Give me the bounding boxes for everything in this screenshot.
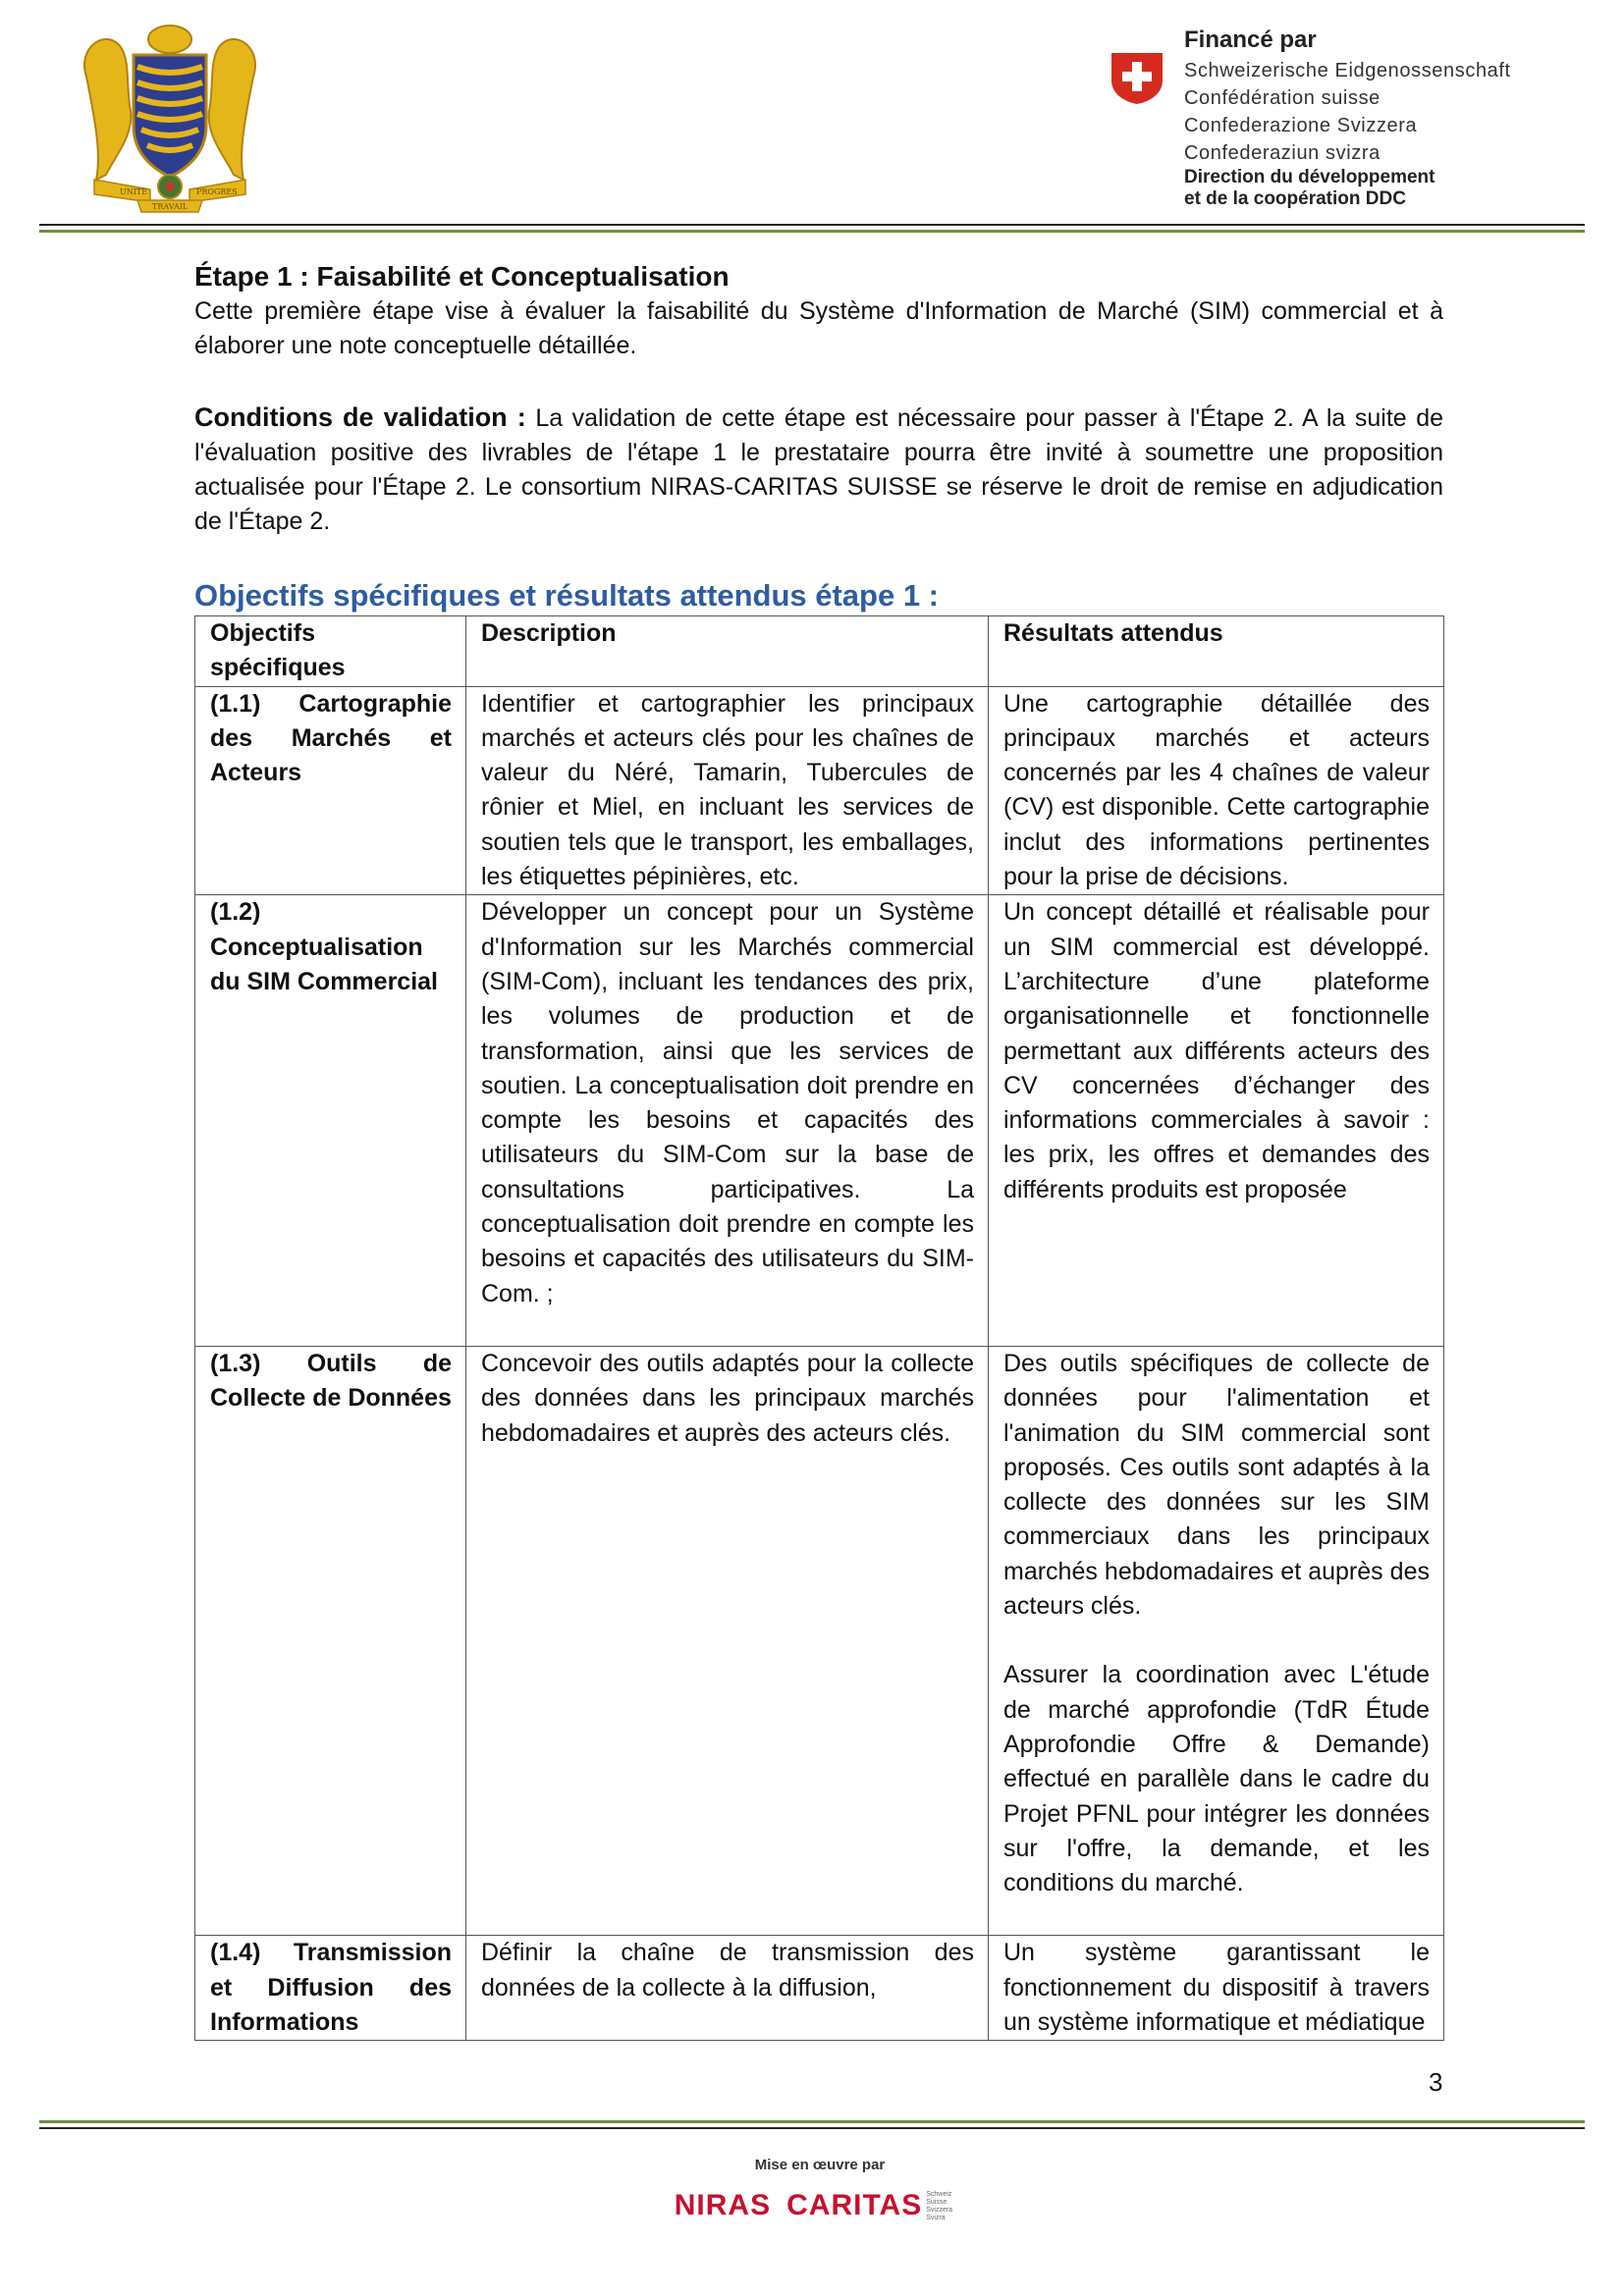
ribbon-text-left: UNITE: [120, 187, 148, 196]
row-results: Une cartographie détaillée des principaux marchés et acteurs concernés par les 4 chaînes de valeur (CV) est disponible. Cette cartographie inclut des informations pertinentes pour la prise de décisions.: [989, 686, 1444, 895]
implementer-logos: [668, 2156, 972, 2244]
row-results: [989, 1346, 1444, 1935]
table-row: [195, 895, 1444, 1347]
caritas-sub-2: Suisse: [926, 2199, 947, 2207]
page-content: [194, 259, 1443, 2041]
row-objective: (1.2) Conceptualisation du SIM Commercial: [195, 895, 466, 1347]
niras-logo: NIRAS: [674, 2189, 772, 2221]
funder-line-4: Confederaziun svizra: [1184, 142, 1380, 164]
header-results: Résultats attendus: [989, 616, 1444, 687]
coat-of-arms-logo: [77, 18, 263, 214]
finance-par-label: Financé par: [1184, 27, 1317, 53]
caritas-sub-4: Svizra: [926, 2215, 946, 2222]
row-description: Concevoir des outils adaptés pour la collecte des données dans les principaux marchés hebdomadaires et auprès des acteurs clés.: [466, 1346, 989, 1935]
row-description: Définir la chaîne de transmission des données de la collecte à la diffusion,: [466, 1936, 989, 2041]
funder-line-3: Confederazione Svizzera: [1184, 115, 1418, 136]
coat-of-arms-icon: [77, 18, 263, 214]
row-objective: (1.1) Cartographie des Marchés et Acteurs: [195, 686, 466, 895]
step-title: Étape 1 : Faisabilité et Conceptualisation: [194, 261, 730, 292]
swiss-flag-icon: [1110, 51, 1164, 106]
page-number: 3: [1429, 2067, 1443, 2097]
row-description: Identifier et cartographier les principaux marchés et acteurs clés pour les chaînes de valeur du Néré, Tamarin, Tubercules de rônier et Miel, en incluant les services de soutien tels que le transport, les emballages, les étiquettes pépinières, etc.: [466, 686, 989, 895]
caritas-subtitle: [926, 2191, 965, 2222]
caritas-sub-1: Schweiz: [926, 2191, 952, 2199]
ddc-line-1: Direction du développement: [1184, 167, 1435, 187]
header-rule-green: [39, 230, 1585, 233]
validation-paragraph: [194, 400, 1443, 539]
row-results: Un concept détaillé et réalisable pour un SIM commercial est développé. L’architecture d’une plateforme organisationnelle et fonctionnelle permettant aux différents acteurs des CV concernées d’échanger des informations commerciales à savoir : les prix, les offres et demandes des différents produits est proposée: [989, 895, 1444, 1347]
funder-line-1: Schweizerische Eidgenossenschaft: [1184, 60, 1511, 81]
funder-line-2: Confédération suisse: [1184, 87, 1380, 109]
row-description-text: Développer un concept pour un Système d'Information sur les Marchés commercial (SIM-Com), incluant les tendances des prix, les volumes de production et de transformation, ainsi que les services de soutien. La conceptualisation doit prendre en compte les besoins et capacités des utilisateurs du SIM-Com sur la base de consultations participatives. La conceptualisation doit prendre en compte les besoins et capacités des utilisateurs du SIM-Com. ;: [481, 898, 974, 1308]
footer-rule-green: [39, 2120, 1585, 2123]
header-objectives: Objectifs spécifiques: [195, 616, 466, 687]
ddc-line-2: et de la coopération DDC: [1184, 188, 1406, 209]
ribbon-text-right: PROGRES: [196, 187, 238, 196]
row-objective: (1.3) Outils de Collecte de Données: [195, 1346, 466, 1935]
header-description: Description: [466, 616, 989, 687]
validation-text: La validation de cette étape est nécessaire pour passer à l'Étape 2. A la suite de l'évaluation positive des livrables de l'étape 1 le prestataire pourra être invité à soumettre une proposition actualisée pour l'Étape 2. Le consortium NIRAS-CARITAS SUISSE se réserve le droit de remise en adjudication de l'Étape 2.: [194, 404, 1444, 535]
table-header-row: [195, 616, 1444, 687]
footer-rule: [39, 2127, 1585, 2129]
caritas-logo: CARITAS: [786, 2189, 923, 2221]
step-intro: Cette première étape vise à évaluer la faisabilité du Système d'Information de Marché (SIM) commercial et à élaborer une note conceptuelle détaillée.: [194, 297, 1443, 359]
caritas-sub-3: Svizzera: [926, 2207, 953, 2215]
objectives-table: [194, 615, 1444, 2041]
row-results-text: Des outils spécifiques de collecte de données pour l'alimentation et l'animation du SIM commercial sont proposés. Ces outils sont adaptés à la collecte des données sur les SIM commerciaux dans les principaux marchés hebdomadaires et auprès des acteurs clés.: [1003, 1349, 1430, 1621]
table-row: [195, 1346, 1444, 1935]
row-objective: (1.4) Transmission et Diffusion des Informations: [195, 1936, 466, 2041]
ribbon-text-bottom: TRAVAIL: [152, 202, 189, 211]
section-title: Objectifs spécifiques et résultats attendus étape 1 :: [194, 578, 940, 613]
header-rule: [39, 224, 1585, 226]
row-description: [466, 895, 989, 1347]
implemented-by-label: Mise en œuvre par: [754, 2157, 886, 2173]
table-row: [195, 1936, 1444, 2041]
row-results-extra: Assurer la coordination avec L'étude de marché approfondie (TdR Étude Approfondie Offre & Demande) effectué en parallèle dans le cadre du Projet PFNL pour intégrer les données sur l'offre, la demande, et les conditions du marché.: [1003, 1661, 1430, 1897]
funder-block: [1110, 24, 1551, 210]
validation-label: Conditions de validation :: [194, 402, 526, 432]
table-row: [195, 686, 1444, 895]
partner-logos: [668, 2189, 972, 2222]
row-results: Un système garantissant le fonctionnement du dispositif à travers un système informatique et médiatique: [989, 1936, 1444, 2041]
